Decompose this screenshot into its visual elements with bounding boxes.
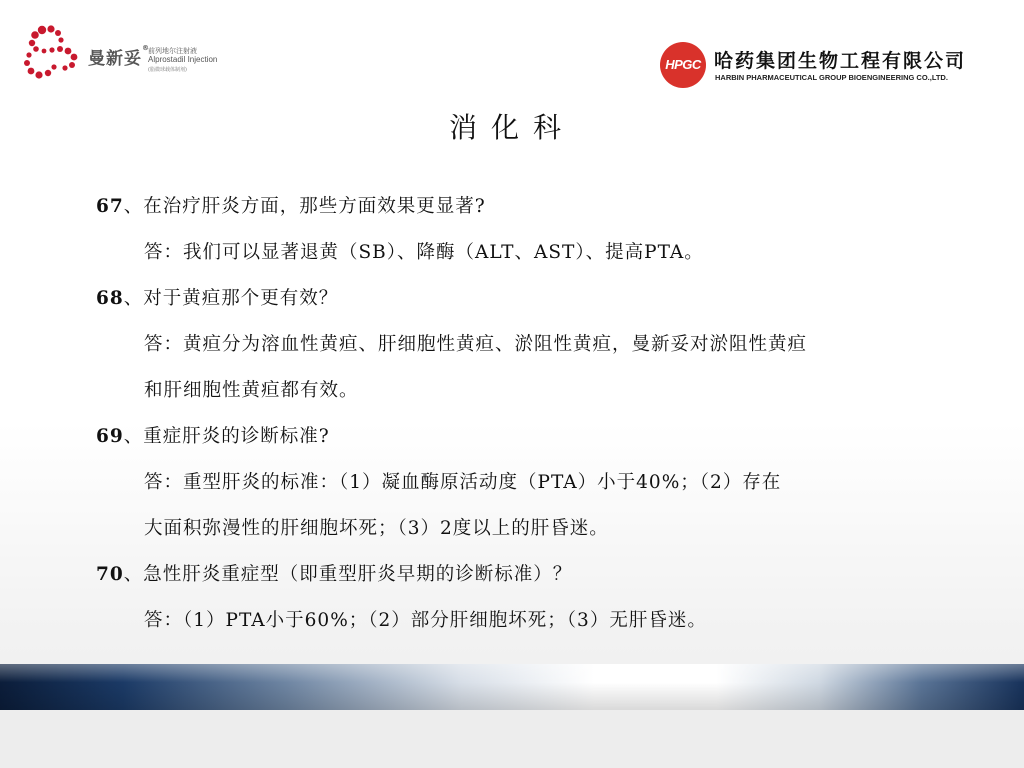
brand-subtitle-en: Alprostadil Injection [148, 55, 218, 64]
answer-70: 答：（1）PTA小于60%；（2）部分肝细胞坏死；（3）无肝昏迷。 [144, 610, 707, 631]
company-name-en: HARBIN PHARMACEUTICAL GROUP BIOENGINEERING CO.,LTD. [715, 73, 948, 82]
footer-area [0, 710, 1024, 768]
dots-logo-icon [22, 22, 86, 88]
brand-subtitle-note: (脂微球载体制剂) [148, 67, 187, 73]
question-68: 68、对于黄疸那个更有效？ [96, 288, 339, 309]
faq-list [96, 190, 976, 650]
question-67: 67、在治疗肝炎方面，那些方面效果更显著? [96, 196, 486, 217]
answer-67: 答：我们可以显著退黄（SB）、降酶（ALT、AST）、提高PTA。 [144, 242, 704, 263]
answer-68-line2: 和肝细胞性黄疸都有效。 [144, 380, 359, 401]
answer-68-line1: 答：黄疸分为溶血性黄疸、肝细胞性黄疸、淤阻性黄疸，曼新妥对淤阻性黄疸 [144, 334, 808, 355]
brand-logo [22, 22, 232, 88]
hpgc-logo-icon: HPGC [660, 42, 706, 88]
question-70: 70、急性肝炎重症型（即重型肝炎早期的诊断标准）？ [96, 564, 573, 585]
decorative-band-shade [0, 664, 1024, 710]
answer-69-line2: 大面积弥漫性的肝细胞坏死；（3）2度以上的肝昏迷。 [144, 518, 609, 539]
brand-name: 曼新妥® [88, 44, 150, 69]
question-69: 69、重症肝炎的诊断标准? [96, 426, 330, 447]
page-title: 消化科 [448, 111, 575, 144]
company-logo [660, 42, 980, 92]
brand-subtitle-cn: 前列地尔注射液 [148, 47, 197, 55]
company-name-cn: 哈药集团生物工程有限公司 [714, 50, 967, 72]
answer-69-line1: 答：重型肝炎的标准：（1）凝血酶原活动度（PTA）小于40%；（2）存在 [144, 472, 782, 493]
